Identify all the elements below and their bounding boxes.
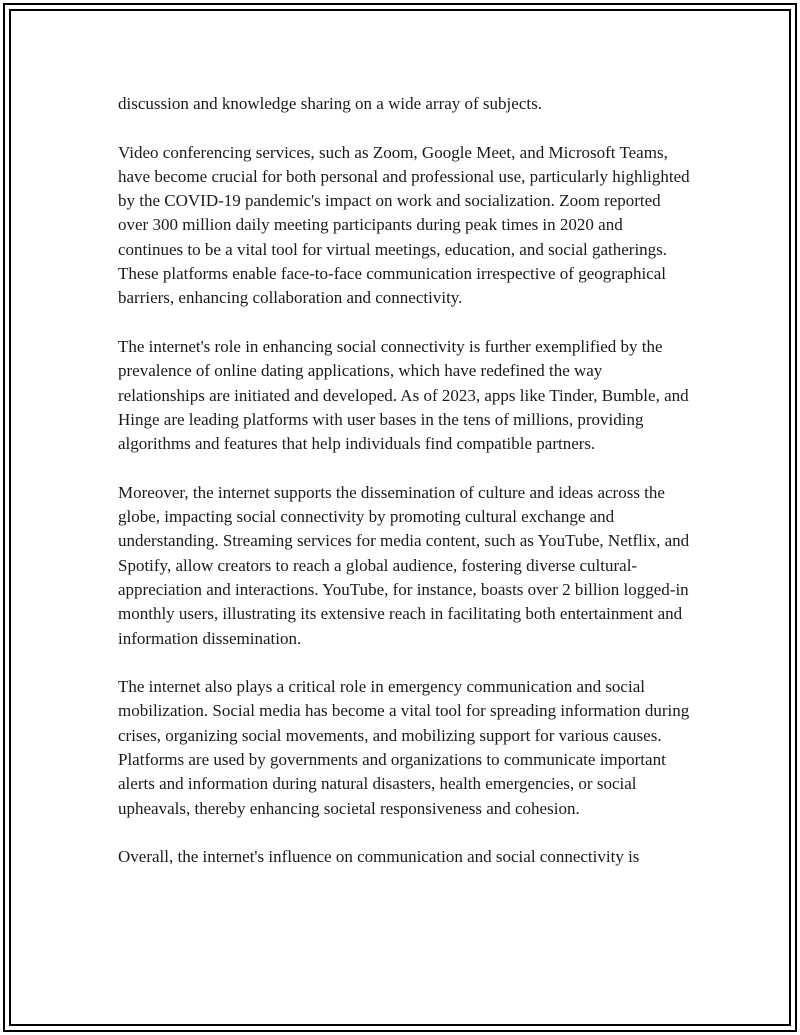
paragraph-video-conferencing: Video conferencing services, such as Zoom, Google Meet, and Microsoft Teams, have become crucial for both personal and professional use, particularly highlighted by the COVID-19 pandemic's impact on work and socialization. Zoom reported over 300 million daily meeting participants during peak times in 2020 and continues to be a vital tool for virtual meetings, education, and social gatherings. These platforms enable face-to-face communication irrespective of geographical barriers, enhancing collaboration and connectivity.	[118, 142, 690, 308]
paragraph-emergency-communication: The internet also plays a critical role in emergency communication and social mobilization. Social media has become a vital tool for spreading information during crises, organizing social movements, and mobilizing support for various causes. Platforms are used by governments and organizations to communicate important alerts and information during natural disasters, health emergencies, or social upheavals, thereby enhancing societal responsiveness and cohesion.	[118, 677, 690, 818]
document-body	[118, 92, 690, 894]
paragraph-overall: Overall, the internet's influence on communication and social connectivity is	[118, 847, 640, 867]
paragraph-continuation: discussion and knowledge sharing on a wide array of subjects.	[118, 94, 542, 113]
paragraph-cultural-exchange: Moreover, the internet supports the dissemination of culture and ideas across the globe, impacting social connectivity by promoting cultural exchange and understanding. Streaming services for media content, such as YouTube, Netflix, and Spotify, allow creators to reach a global audience, fostering diverse cultural-appreciation and interactions. YouTube, for instance, boasts over 2 billion logged-in monthly users, illustrating its extensive reach in facilitating both entertainment and information dissemination.	[118, 482, 690, 648]
paragraph-online-dating: The internet's role in enhancing social connectivity is further exemplified by the prevalence of online dating applications, which have redefined the way relationships are initiated and developed. As of 2023, apps like Tinder, Bumble, and Hinge are leading platforms with user bases in the tens of millions, providing algorithms and features that help individuals find compatible partners.	[118, 336, 689, 454]
